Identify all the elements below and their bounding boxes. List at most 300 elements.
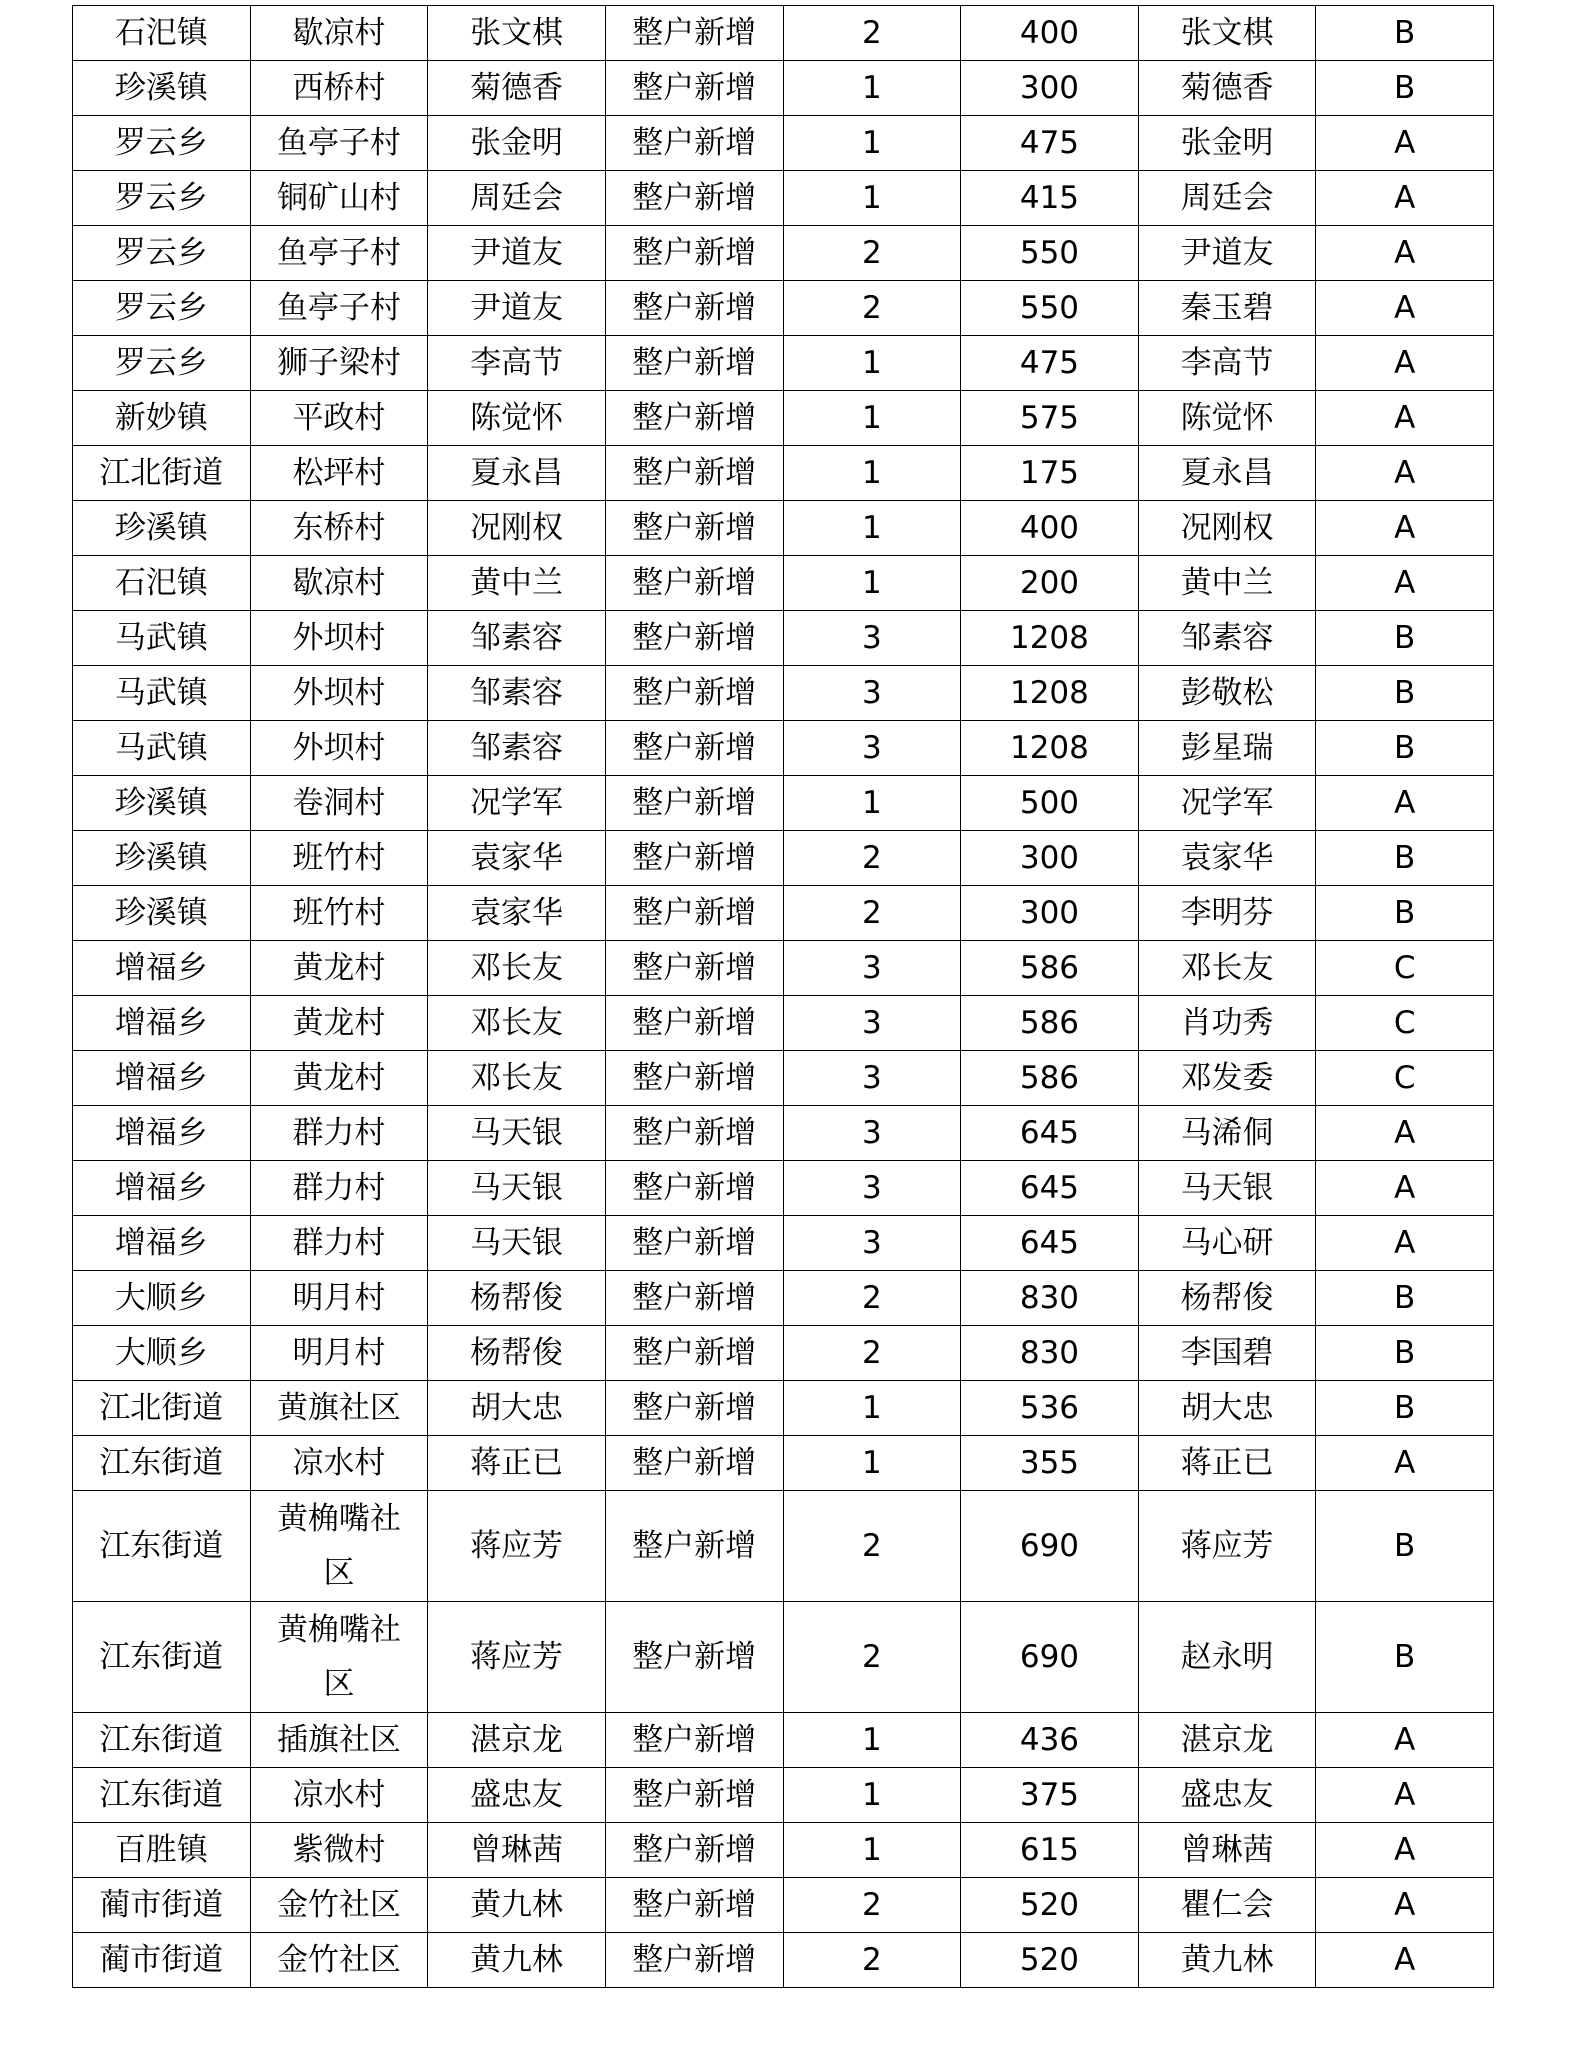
- village-cell: 群力村: [250, 1106, 428, 1161]
- member-name-cell: 赵永明: [1138, 1602, 1316, 1713]
- table-row: [73, 1161, 1494, 1216]
- member-name-cell: 周廷会: [1138, 171, 1316, 226]
- village-cell: 黄龙村: [250, 941, 428, 996]
- township-cell: 新妙镇: [73, 391, 251, 446]
- category-cell: A: [1316, 171, 1494, 226]
- township-cell: 珍溪镇: [73, 501, 251, 556]
- township-cell: 罗云乡: [73, 171, 251, 226]
- township-cell: 增福乡: [73, 1106, 251, 1161]
- member-name-cell: 彭星瑞: [1138, 721, 1316, 776]
- amount-cell: 500: [961, 776, 1139, 831]
- table-row: [73, 831, 1494, 886]
- table-row: [73, 666, 1494, 721]
- village-cell: 插旗社区: [250, 1713, 428, 1768]
- type-cell: 整户新增: [605, 1878, 783, 1933]
- category-cell: B: [1316, 1381, 1494, 1436]
- table-row: [73, 116, 1494, 171]
- type-cell: 整户新增: [605, 611, 783, 666]
- amount-cell: 550: [961, 226, 1139, 281]
- township-cell: 增福乡: [73, 1216, 251, 1271]
- amount-cell: 1208: [961, 666, 1139, 721]
- member-name-cell: 菊德香: [1138, 61, 1316, 116]
- category-cell: B: [1316, 886, 1494, 941]
- household-size-cell: 3: [783, 611, 961, 666]
- household-size-cell: 1: [783, 61, 961, 116]
- householder-cell: 袁家华: [428, 831, 606, 886]
- category-cell: B: [1316, 1271, 1494, 1326]
- category-cell: A: [1316, 391, 1494, 446]
- category-cell: A: [1316, 556, 1494, 611]
- household-size-cell: 2: [783, 1933, 961, 1988]
- householder-cell: 盛忠友: [428, 1768, 606, 1823]
- householder-cell: 张金明: [428, 116, 606, 171]
- member-name-cell: 尹道友: [1138, 226, 1316, 281]
- amount-cell: 415: [961, 171, 1139, 226]
- township-cell: 江东街道: [73, 1436, 251, 1491]
- type-cell: 整户新增: [605, 721, 783, 776]
- member-name-cell: 况刚权: [1138, 501, 1316, 556]
- township-cell: 江东街道: [73, 1713, 251, 1768]
- member-name-cell: 秦玉碧: [1138, 281, 1316, 336]
- table-row: [73, 941, 1494, 996]
- village-cell: 鱼亭子村: [250, 281, 428, 336]
- category-cell: A: [1316, 1768, 1494, 1823]
- householder-cell: 周廷会: [428, 171, 606, 226]
- township-cell: 马武镇: [73, 666, 251, 721]
- type-cell: 整户新增: [605, 1051, 783, 1106]
- table-row: [73, 556, 1494, 611]
- householder-cell: 邓长友: [428, 941, 606, 996]
- household-size-cell: 2: [783, 1271, 961, 1326]
- table-row: [73, 611, 1494, 666]
- household-size-cell: 2: [783, 281, 961, 336]
- table-row: [73, 1878, 1494, 1933]
- village-cell: 明月村: [250, 1271, 428, 1326]
- village-cell: 金竹社区: [250, 1878, 428, 1933]
- amount-cell: 645: [961, 1161, 1139, 1216]
- table-row: [73, 1381, 1494, 1436]
- household-size-cell: 3: [783, 996, 961, 1051]
- village-cell: 松坪村: [250, 446, 428, 501]
- township-cell: 大顺乡: [73, 1271, 251, 1326]
- category-cell: A: [1316, 226, 1494, 281]
- amount-cell: 475: [961, 116, 1139, 171]
- township-cell: 马武镇: [73, 721, 251, 776]
- household-size-cell: 1: [783, 336, 961, 391]
- member-name-cell: 李高节: [1138, 336, 1316, 391]
- household-size-cell: 3: [783, 1216, 961, 1271]
- household-size-cell: 3: [783, 1106, 961, 1161]
- amount-cell: 550: [961, 281, 1139, 336]
- table-row: [73, 6, 1494, 61]
- household-size-cell: 2: [783, 226, 961, 281]
- table-row: [73, 1491, 1494, 1602]
- table-row: [73, 281, 1494, 336]
- householder-cell: 黄九林: [428, 1933, 606, 1988]
- village-cell: 黄桷嘴社区: [250, 1491, 428, 1602]
- household-size-cell: 1: [783, 1436, 961, 1491]
- member-name-cell: 夏永昌: [1138, 446, 1316, 501]
- amount-cell: 690: [961, 1491, 1139, 1602]
- householder-cell: 菊德香: [428, 61, 606, 116]
- householder-cell: 邹素容: [428, 721, 606, 776]
- type-cell: 整户新增: [605, 1381, 783, 1436]
- household-size-cell: 2: [783, 1602, 961, 1713]
- member-name-cell: 况学军: [1138, 776, 1316, 831]
- member-name-cell: 袁家华: [1138, 831, 1316, 886]
- village-cell: 金竹社区: [250, 1933, 428, 1988]
- household-size-cell: 1: [783, 1381, 961, 1436]
- householder-cell: 马天银: [428, 1161, 606, 1216]
- householder-cell: 马天银: [428, 1106, 606, 1161]
- amount-cell: 575: [961, 391, 1139, 446]
- township-cell: 马武镇: [73, 611, 251, 666]
- category-cell: A: [1316, 1933, 1494, 1988]
- type-cell: 整户新增: [605, 1271, 783, 1326]
- householder-cell: 杨帮俊: [428, 1326, 606, 1381]
- amount-cell: 1208: [961, 611, 1139, 666]
- township-cell: 珍溪镇: [73, 61, 251, 116]
- type-cell: 整户新增: [605, 886, 783, 941]
- householder-cell: 夏永昌: [428, 446, 606, 501]
- member-name-cell: 邓长友: [1138, 941, 1316, 996]
- category-cell: A: [1316, 116, 1494, 171]
- township-cell: 增福乡: [73, 1161, 251, 1216]
- amount-cell: 830: [961, 1326, 1139, 1381]
- member-name-cell: 马天银: [1138, 1161, 1316, 1216]
- member-name-cell: 马心研: [1138, 1216, 1316, 1271]
- amount-cell: 475: [961, 336, 1139, 391]
- category-cell: C: [1316, 996, 1494, 1051]
- village-cell: 群力村: [250, 1161, 428, 1216]
- householder-cell: 马天银: [428, 1216, 606, 1271]
- village-cell: 黄龙村: [250, 1051, 428, 1106]
- category-cell: B: [1316, 6, 1494, 61]
- member-name-cell: 李明芬: [1138, 886, 1316, 941]
- category-cell: A: [1316, 1106, 1494, 1161]
- category-cell: A: [1316, 336, 1494, 391]
- member-name-cell: 蒋正已: [1138, 1436, 1316, 1491]
- village-cell: 歇凉村: [250, 6, 428, 61]
- township-cell: 增福乡: [73, 996, 251, 1051]
- village-cell: 外坝村: [250, 721, 428, 776]
- type-cell: 整户新增: [605, 1216, 783, 1271]
- village-cell: 明月村: [250, 1326, 428, 1381]
- household-size-cell: 1: [783, 391, 961, 446]
- householder-cell: 曾琳茜: [428, 1823, 606, 1878]
- household-size-cell: 2: [783, 1878, 961, 1933]
- table-row: [73, 1271, 1494, 1326]
- village-cell: 铜矿山村: [250, 171, 428, 226]
- amount-cell: 436: [961, 1713, 1139, 1768]
- amount-cell: 536: [961, 1381, 1139, 1436]
- table-row: [73, 886, 1494, 941]
- village-cell: 狮子梁村: [250, 336, 428, 391]
- table-row: [73, 61, 1494, 116]
- amount-cell: 586: [961, 996, 1139, 1051]
- village-cell: 群力村: [250, 1216, 428, 1271]
- township-cell: 珍溪镇: [73, 886, 251, 941]
- amount-cell: 400: [961, 501, 1139, 556]
- category-cell: A: [1316, 776, 1494, 831]
- category-cell: A: [1316, 501, 1494, 556]
- amount-cell: 615: [961, 1823, 1139, 1878]
- category-cell: B: [1316, 61, 1494, 116]
- householder-cell: 尹道友: [428, 226, 606, 281]
- amount-cell: 520: [961, 1933, 1139, 1988]
- member-name-cell: 肖功秀: [1138, 996, 1316, 1051]
- householder-cell: 陈觉怀: [428, 391, 606, 446]
- table-row: [73, 391, 1494, 446]
- table-row: [73, 1216, 1494, 1271]
- category-cell: B: [1316, 1326, 1494, 1381]
- type-cell: 整户新增: [605, 1106, 783, 1161]
- category-cell: C: [1316, 941, 1494, 996]
- township-cell: 石汜镇: [73, 556, 251, 611]
- category-cell: A: [1316, 281, 1494, 336]
- household-size-cell: 3: [783, 1051, 961, 1106]
- householder-cell: 湛京龙: [428, 1713, 606, 1768]
- village-cell: 凉水村: [250, 1768, 428, 1823]
- amount-cell: 300: [961, 886, 1139, 941]
- type-cell: 整户新增: [605, 1491, 783, 1602]
- type-cell: 整户新增: [605, 996, 783, 1051]
- township-cell: 蔺市街道: [73, 1933, 251, 1988]
- type-cell: 整户新增: [605, 61, 783, 116]
- member-name-cell: 盛忠友: [1138, 1768, 1316, 1823]
- village-cell: 黄桷嘴社区: [250, 1602, 428, 1713]
- type-cell: 整户新增: [605, 281, 783, 336]
- township-cell: 罗云乡: [73, 116, 251, 171]
- township-cell: 罗云乡: [73, 226, 251, 281]
- household-size-cell: 2: [783, 1491, 961, 1602]
- table-row: [73, 1768, 1494, 1823]
- category-cell: B: [1316, 1491, 1494, 1602]
- township-cell: 江东街道: [73, 1768, 251, 1823]
- table-row: [73, 1713, 1494, 1768]
- village-cell: 外坝村: [250, 666, 428, 721]
- table-row: [73, 1602, 1494, 1713]
- table-row: [73, 1326, 1494, 1381]
- member-name-cell: 曾琳茜: [1138, 1823, 1316, 1878]
- type-cell: 整户新增: [605, 1602, 783, 1713]
- member-name-cell: 邓发委: [1138, 1051, 1316, 1106]
- householder-cell: 邓长友: [428, 1051, 606, 1106]
- householder-cell: 黄中兰: [428, 556, 606, 611]
- household-size-cell: 2: [783, 1326, 961, 1381]
- table-body: [73, 6, 1494, 1988]
- table-row: [73, 996, 1494, 1051]
- township-cell: 江东街道: [73, 1491, 251, 1602]
- householder-cell: 蒋应芳: [428, 1602, 606, 1713]
- type-cell: 整户新增: [605, 556, 783, 611]
- householder-cell: 邓长友: [428, 996, 606, 1051]
- member-name-cell: 黄九林: [1138, 1933, 1316, 1988]
- village-cell: 卷洞村: [250, 776, 428, 831]
- amount-cell: 520: [961, 1878, 1139, 1933]
- village-cell: 黄旗社区: [250, 1381, 428, 1436]
- category-cell: B: [1316, 1602, 1494, 1713]
- household-size-cell: 1: [783, 1768, 961, 1823]
- village-cell: 凉水村: [250, 1436, 428, 1491]
- table-row: [73, 776, 1494, 831]
- village-cell: 鱼亭子村: [250, 226, 428, 281]
- type-cell: 整户新增: [605, 1161, 783, 1216]
- amount-cell: 175: [961, 446, 1139, 501]
- category-cell: B: [1316, 721, 1494, 776]
- household-size-cell: 1: [783, 1823, 961, 1878]
- township-cell: 大顺乡: [73, 1326, 251, 1381]
- type-cell: 整户新增: [605, 941, 783, 996]
- table-row: [73, 336, 1494, 391]
- village-cell: 黄龙村: [250, 996, 428, 1051]
- household-size-cell: 1: [783, 171, 961, 226]
- category-cell: B: [1316, 611, 1494, 666]
- member-name-cell: 胡大忠: [1138, 1381, 1316, 1436]
- table-row: [73, 721, 1494, 776]
- village-cell: 歇凉村: [250, 556, 428, 611]
- amount-cell: 200: [961, 556, 1139, 611]
- village-cell: 平政村: [250, 391, 428, 446]
- householder-cell: 蒋应芳: [428, 1491, 606, 1602]
- table-row: [73, 1051, 1494, 1106]
- householder-cell: 邹素容: [428, 611, 606, 666]
- type-cell: 整户新增: [605, 831, 783, 886]
- township-cell: 江北街道: [73, 446, 251, 501]
- village-cell: 西桥村: [250, 61, 428, 116]
- household-size-cell: 1: [783, 116, 961, 171]
- householder-cell: 况刚权: [428, 501, 606, 556]
- table-row: [73, 1823, 1494, 1878]
- household-size-cell: 3: [783, 941, 961, 996]
- household-size-cell: 2: [783, 831, 961, 886]
- table-row: [73, 1933, 1494, 1988]
- member-name-cell: 张金明: [1138, 116, 1316, 171]
- household-size-cell: 1: [783, 556, 961, 611]
- type-cell: 整户新增: [605, 116, 783, 171]
- householder-cell: 尹道友: [428, 281, 606, 336]
- category-cell: A: [1316, 1823, 1494, 1878]
- type-cell: 整户新增: [605, 1768, 783, 1823]
- member-name-cell: 马浠侗: [1138, 1106, 1316, 1161]
- member-name-cell: 李国碧: [1138, 1326, 1316, 1381]
- householder-cell: 蒋正已: [428, 1436, 606, 1491]
- township-cell: 罗云乡: [73, 281, 251, 336]
- category-cell: B: [1316, 666, 1494, 721]
- township-cell: 江东街道: [73, 1602, 251, 1713]
- category-cell: A: [1316, 1436, 1494, 1491]
- table-row: [73, 226, 1494, 281]
- household-size-cell: 1: [783, 446, 961, 501]
- type-cell: 整户新增: [605, 336, 783, 391]
- household-size-cell: 3: [783, 721, 961, 776]
- table-row: [73, 501, 1494, 556]
- table-row: [73, 1106, 1494, 1161]
- householder-cell: 况学军: [428, 776, 606, 831]
- member-name-cell: 黄中兰: [1138, 556, 1316, 611]
- householder-cell: 杨帮俊: [428, 1271, 606, 1326]
- village-cell: 班竹村: [250, 831, 428, 886]
- village-cell: 东桥村: [250, 501, 428, 556]
- type-cell: 整户新增: [605, 6, 783, 61]
- householder-cell: 袁家华: [428, 886, 606, 941]
- amount-cell: 586: [961, 941, 1139, 996]
- type-cell: 整户新增: [605, 391, 783, 446]
- amount-cell: 830: [961, 1271, 1139, 1326]
- category-cell: A: [1316, 446, 1494, 501]
- type-cell: 整户新增: [605, 171, 783, 226]
- type-cell: 整户新增: [605, 1436, 783, 1491]
- table-row: [73, 446, 1494, 501]
- member-name-cell: 湛京龙: [1138, 1713, 1316, 1768]
- table-row: [73, 1436, 1494, 1491]
- amount-cell: 645: [961, 1216, 1139, 1271]
- amount-cell: 586: [961, 1051, 1139, 1106]
- amount-cell: 300: [961, 831, 1139, 886]
- type-cell: 整户新增: [605, 1933, 783, 1988]
- township-cell: 罗云乡: [73, 336, 251, 391]
- township-cell: 珍溪镇: [73, 776, 251, 831]
- householder-cell: 黄九林: [428, 1878, 606, 1933]
- township-cell: 增福乡: [73, 941, 251, 996]
- amount-cell: 400: [961, 6, 1139, 61]
- amount-cell: 375: [961, 1768, 1139, 1823]
- beneficiary-table: [72, 5, 1494, 1988]
- householder-cell: 胡大忠: [428, 1381, 606, 1436]
- household-size-cell: 2: [783, 6, 961, 61]
- township-cell: 蔺市街道: [73, 1878, 251, 1933]
- household-size-cell: 3: [783, 1161, 961, 1216]
- amount-cell: 690: [961, 1602, 1139, 1713]
- household-size-cell: 1: [783, 1713, 961, 1768]
- category-cell: B: [1316, 831, 1494, 886]
- member-name-cell: 蒋应芳: [1138, 1491, 1316, 1602]
- amount-cell: 645: [961, 1106, 1139, 1161]
- category-cell: A: [1316, 1216, 1494, 1271]
- village-cell: 班竹村: [250, 886, 428, 941]
- village-cell: 鱼亭子村: [250, 116, 428, 171]
- household-size-cell: 1: [783, 776, 961, 831]
- type-cell: 整户新增: [605, 776, 783, 831]
- type-cell: 整户新增: [605, 1713, 783, 1768]
- village-cell: 外坝村: [250, 611, 428, 666]
- member-name-cell: 瞿仁会: [1138, 1878, 1316, 1933]
- type-cell: 整户新增: [605, 446, 783, 501]
- type-cell: 整户新增: [605, 666, 783, 721]
- type-cell: 整户新增: [605, 1326, 783, 1381]
- household-size-cell: 1: [783, 501, 961, 556]
- amount-cell: 355: [961, 1436, 1139, 1491]
- type-cell: 整户新增: [605, 1823, 783, 1878]
- township-cell: 江北街道: [73, 1381, 251, 1436]
- amount-cell: 300: [961, 61, 1139, 116]
- member-name-cell: 张文棋: [1138, 6, 1316, 61]
- township-cell: 珍溪镇: [73, 831, 251, 886]
- category-cell: A: [1316, 1161, 1494, 1216]
- category-cell: C: [1316, 1051, 1494, 1106]
- householder-cell: 邹素容: [428, 666, 606, 721]
- category-cell: A: [1316, 1878, 1494, 1933]
- type-cell: 整户新增: [605, 501, 783, 556]
- type-cell: 整户新增: [605, 226, 783, 281]
- household-size-cell: 2: [783, 886, 961, 941]
- table-row: [73, 171, 1494, 226]
- township-cell: 石汜镇: [73, 6, 251, 61]
- village-cell: 紫微村: [250, 1823, 428, 1878]
- township-cell: 百胜镇: [73, 1823, 251, 1878]
- member-name-cell: 邹素容: [1138, 611, 1316, 666]
- amount-cell: 1208: [961, 721, 1139, 776]
